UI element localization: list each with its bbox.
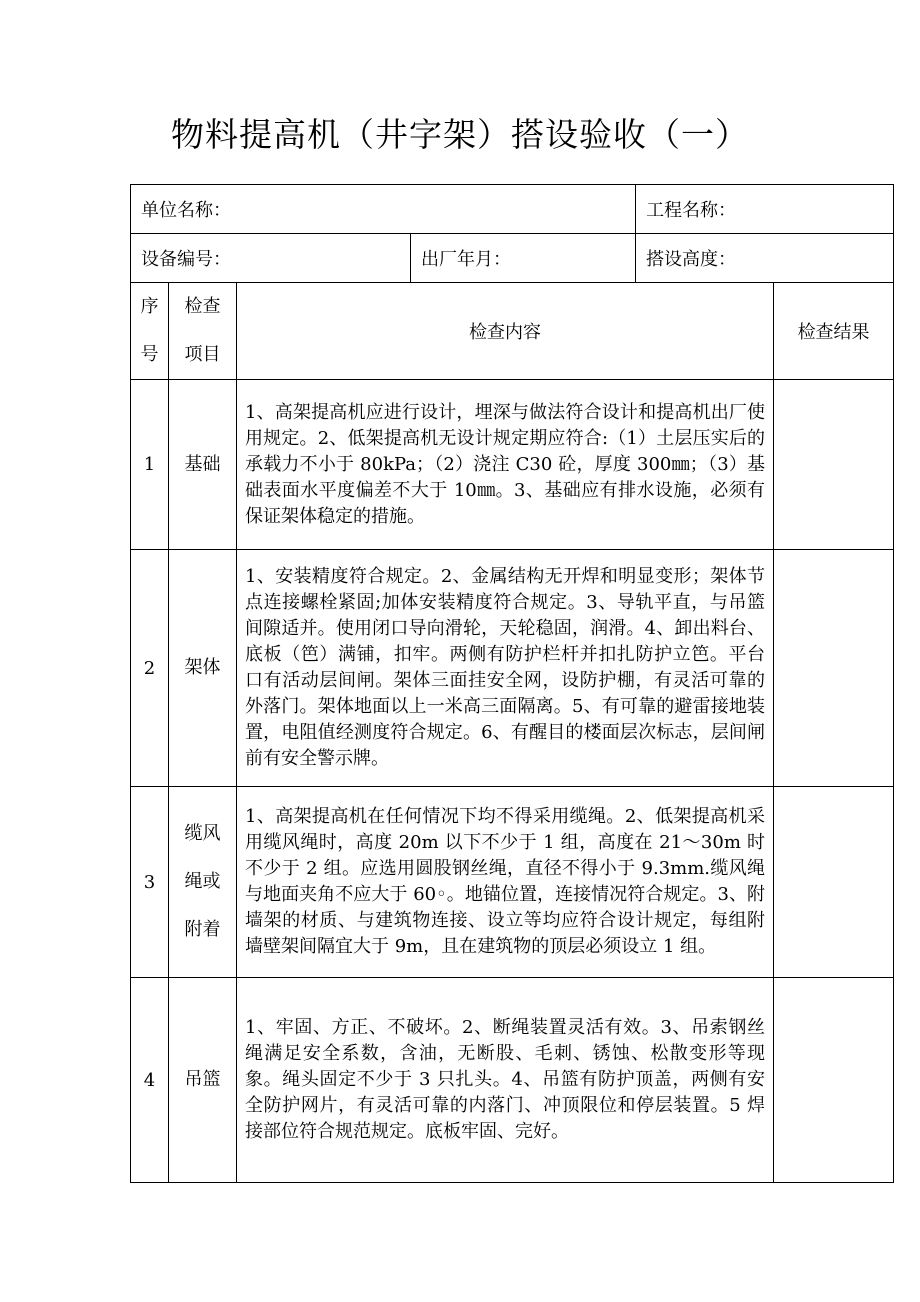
page-title: 物料提高机（井字架）搭设验收（一） [171, 115, 749, 154]
row-item [169, 978, 237, 1183]
row-content: 1、高架提高机在任何情况下均不得采用缆绳。2、低架提高机采用缆风绳时，高度 20m 以下不少于 1 组，高度在 21～30m 时不少于 2 组。应选用圆股钢丝绳，直径不得小于 9.3mm.缆风绳与地面夹角不应大于 60◦。地锚位置，连接情况符合规定。3、附墙架的材质、与建筑物连接、设立等均应符合设计规定，每组附墙壁架间隔宜大于 9m，且在建筑物的顶层必须设立 1 组。 [237, 787, 774, 978]
inspection-table [130, 184, 894, 1183]
row-item [169, 550, 237, 787]
item-header [169, 283, 237, 380]
row-item-line: 基础 [184, 453, 221, 475]
table-row [131, 787, 894, 978]
row-item-line: 架体 [184, 657, 221, 678]
manufacture-date-label: 出厂年月： [421, 249, 511, 270]
unit-name-label: 单位名称： [141, 200, 231, 221]
info-row-1 [131, 185, 894, 234]
row-seq: 3 [131, 787, 169, 978]
row-content: 1、安装精度符合规定。2、金属结构无开焊和明显变形；架体节点连接螺栓紧固;加体安装精度符合规定。3、导轨平直，与吊篮间隙适并。使用闭口导向滑轮，天轮稳固，润滑。4、卸出料台、底板（笆）满铺，扣牢。两侧有防护栏杆并扣扎防护立笆。平台口有活动层间闸。架体三面挂安全网，设防护棚，有灵活可靠的外落门。架体地面以上一米高三面隔离。5、有可靠的避雷接地装置，电阻值经测度符合规定。6、有醒目的楼面层次标志，层间闸前有安全警示牌。 [237, 550, 774, 787]
manufacture-date-field[interactable] [411, 234, 636, 283]
row-result-cell[interactable] [774, 978, 894, 1183]
content-header: 检查内容 [237, 283, 774, 380]
unit-name-field[interactable] [131, 185, 636, 234]
erection-height-field[interactable] [636, 234, 894, 283]
row-content: 1、高架提高机应进行设计，埋深与做法符合设计和提高机出厂使用规定。2、低架提高机无设计规定期应符合:（1）土层压实后的承载力不小于 80kPa；（2）浇注 C30 砼，厚度 300㎜；（3）基础表面水平度偏差不大于 10㎜。3、基础应有排水设施，必须有保证架体稳定的措施。 [237, 380, 774, 550]
row-seq: 4 [131, 978, 169, 1183]
table-row [131, 550, 894, 787]
project-name-label: 工程名称： [646, 200, 737, 221]
row-result-cell[interactable] [774, 550, 894, 787]
info-row-2 [131, 234, 894, 283]
equipment-no-field[interactable] [131, 234, 411, 283]
item-header-line2: 项目 [184, 344, 221, 365]
row-item-line: 吊篮 [184, 1069, 221, 1090]
row-item-line: 缆风 [184, 823, 221, 844]
result-header: 检查结果 [774, 283, 894, 380]
row-seq: 2 [131, 550, 169, 787]
row-item-line: 附着 [184, 919, 221, 940]
seq-header-line1: 序 [140, 296, 159, 317]
row-item [169, 380, 237, 550]
seq-header-line2: 号 [140, 344, 159, 365]
row-result-cell[interactable] [774, 380, 894, 550]
row-item-line: 绳或 [184, 871, 221, 892]
row-result-cell[interactable] [774, 787, 894, 978]
row-content: 1、牢固、方正、不破坏。2、断绳装置灵活有效。3、吊索钢丝绳满足安全系数，含油，无断股、毛刺、锈蚀、松散变形等现象。绳头固定不少于 3 只扎头。4、吊篮有防护顶盖，两侧有安全防护网片，有灵活可靠的内落门、冲顶限位和停层装置。5 焊接部位符合规范规定。底板牢固、完好。 [237, 978, 774, 1183]
table-row [131, 978, 894, 1183]
row-seq: 1 [131, 380, 169, 550]
project-name-field[interactable] [636, 185, 894, 234]
table-row [131, 380, 894, 550]
equipment-no-label: 设备编号： [141, 249, 231, 270]
item-header-line1: 检查 [184, 296, 221, 317]
row-item [169, 787, 237, 978]
seq-header [131, 283, 169, 380]
header-row [131, 283, 894, 380]
erection-height-label: 搭设高度： [646, 249, 737, 270]
